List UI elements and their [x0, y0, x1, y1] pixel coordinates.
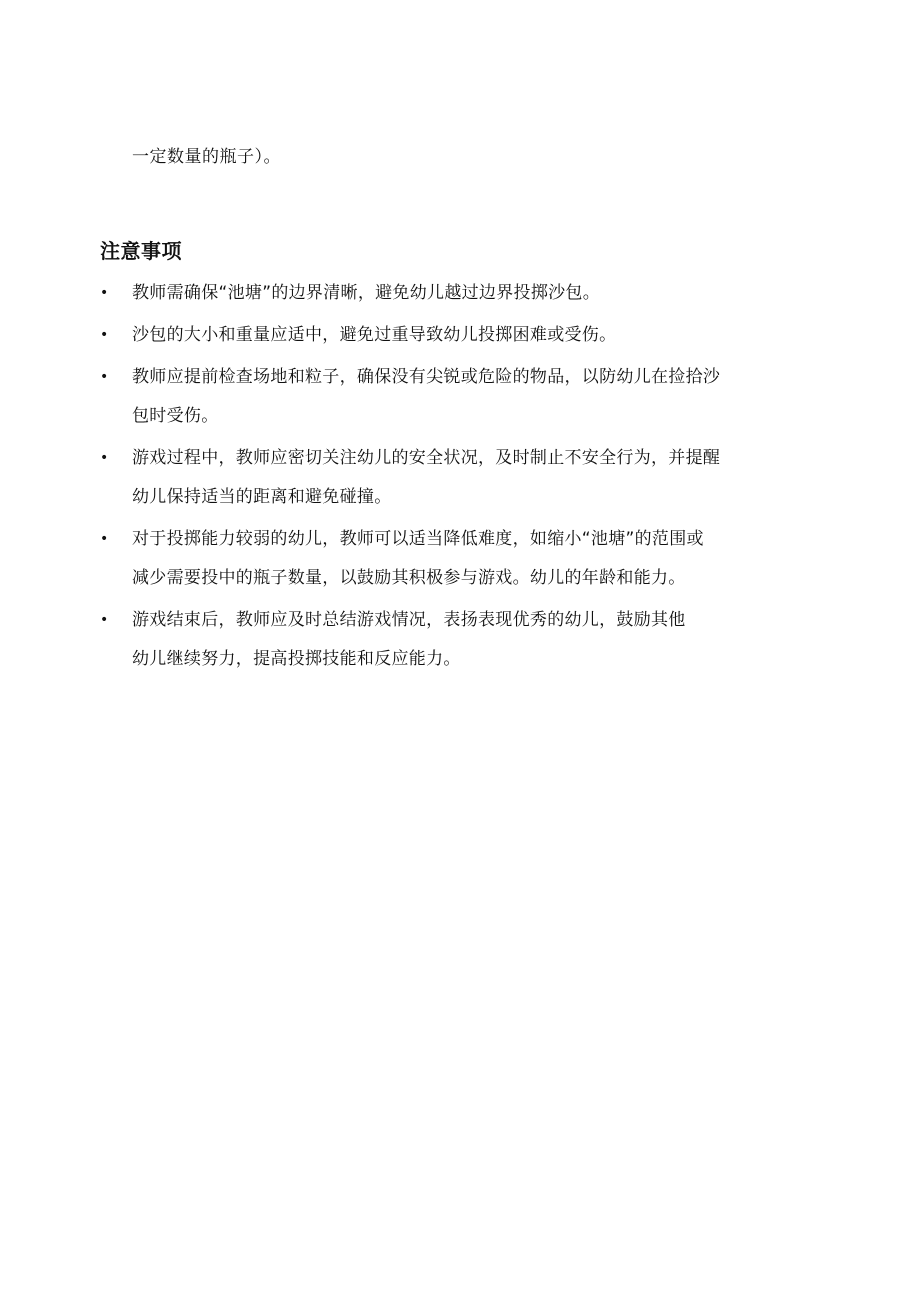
list-item-text	[132, 319, 820, 351]
section-heading: 注意事项	[100, 239, 182, 263]
list-item	[100, 442, 820, 513]
notes-list	[100, 284, 820, 685]
bullet-icon: •	[100, 369, 109, 385]
continuation-paragraph: 一定数量的瓶子）。	[132, 147, 281, 167]
list-item-line: 减少需要投中的瓶子数量，以鼓励其积极参与游戏。幼儿的年龄和能力。	[132, 568, 686, 588]
list-item	[100, 361, 820, 432]
bullet-icon: •	[100, 612, 109, 628]
list-item	[100, 277, 820, 309]
list-item-text	[132, 523, 820, 594]
list-item-line: 沙包的大小和重量应适中，避免过重导致幼儿投掷困难或受伤。	[132, 325, 617, 345]
list-item	[100, 604, 820, 675]
list-item-line: 幼儿保持适当的距离和避免碰撞。	[132, 487, 392, 507]
bullet-icon: •	[100, 285, 109, 301]
list-item	[100, 523, 820, 594]
list-item-text	[132, 277, 820, 309]
list-item-line: 教师需确保“池塘”的边界清晰，避免幼儿越过边界投掷沙包。	[132, 283, 601, 303]
list-item-text	[132, 442, 820, 513]
list-item-text	[132, 604, 820, 675]
list-item	[100, 319, 820, 351]
bullet-icon: •	[100, 450, 109, 466]
list-item-line: 教师应提前检查场地和粒子，确保没有尖锐或危险的物品，以防幼儿在捡拾沙	[132, 367, 721, 387]
list-item-line: 游戏结束后，教师应及时总结游戏情况，表扬表现优秀的幼儿，鼓励其他	[132, 610, 686, 630]
bullet-icon: •	[100, 531, 109, 547]
list-item-line: 对于投掷能力较弱的幼儿，教师可以适当降低难度，如缩小“池塘”的范围或	[132, 529, 704, 549]
list-item-line: 包时受伤。	[132, 406, 219, 426]
list-item-text	[132, 361, 820, 432]
list-item-line: 幼儿继续努力，提高投掷技能和反应能力。	[132, 649, 461, 669]
bullet-icon: •	[100, 327, 109, 343]
list-item-line: 游戏过程中，教师应密切关注幼儿的安全状况，及时制止不安全行为，并提醒	[132, 448, 721, 468]
